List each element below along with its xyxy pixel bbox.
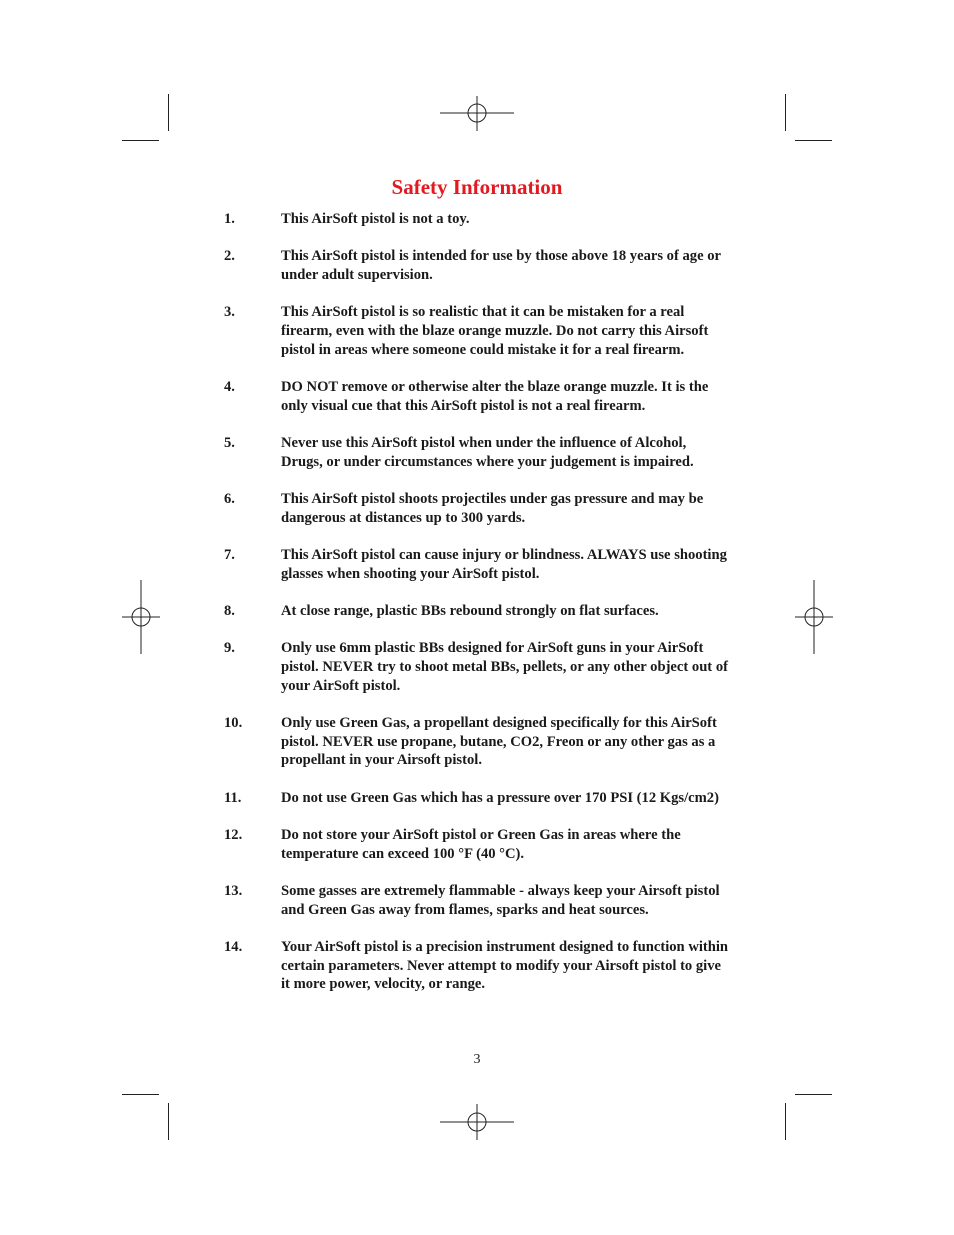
list-item [224,303,734,359]
item-text: Do not use Green Gas which has a pressure over 170 PSI (12 Kgs/cm2) [281,789,719,806]
registration-mark-top [440,96,514,131]
item-text: This AirSoft pistol can cause injury or blindness. ALWAYS use shooting glasses when shooting your AirSoft pistol. [281,546,727,582]
item-number: 2. [224,248,235,265]
list-item [224,490,734,528]
item-text: Your AirSoft pistol is a precision instrument designed to function within certain parameters. Never attempt to modify your Airsoft pistol to give it more power, velocity, or range. [281,938,729,993]
item-text: This AirSoft pistol is intended for use by those above 18 years of age or under adult supervision. [281,248,721,283]
list-item [224,546,734,584]
item-number: 3. [224,304,235,321]
item-text: DO NOT remove or otherwise alter the blaze orange muzzle. It is the only visual cue that this AirSoft pistol is not a real firearm. [281,378,709,414]
safety-list [224,210,734,1013]
item-number: 6. [224,490,235,507]
list-item [224,210,734,229]
item-number: 7. [224,546,235,563]
page-number: 3 [473,1052,481,1067]
item-number: 8. [224,602,235,619]
item-text: This AirSoft pistol shoots projectiles under gas pressure and may be dangerous at distances up to 300 yards. [281,490,704,526]
item-number: 9. [224,640,235,657]
item-number: 12. [224,826,243,843]
list-item [224,639,734,695]
page-title: Safety Information [391,175,563,199]
item-text: At close range, plastic BBs rebound strongly on flat surfaces. [281,602,659,619]
list-item [224,882,734,920]
list-item [224,826,734,864]
item-number: 10. [224,714,243,731]
registration-mark-left [122,580,160,654]
item-number: 4. [224,378,235,395]
list-item [224,938,734,994]
item-number: 14. [224,938,243,955]
item-text: Only use 6mm plastic BBs designed for AirSoft guns in your AirSoft pistol. NEVER try to shoot metal BBs, pellets, or any other object out of your AirSoft pistol. [281,640,728,694]
list-item [224,602,734,621]
item-number: 11. [224,789,242,806]
list-item [224,247,734,285]
list-item [224,714,734,770]
item-number: 13. [224,882,243,899]
item-text: Never use this AirSoft pistol when under the influence of Alcohol, Drugs, or under circumstances where your judgement is impaired. [281,434,694,470]
list-item [224,789,734,808]
item-number: 1. [224,211,235,227]
list-item [224,378,734,416]
list-item [224,434,734,472]
registration-mark-right [795,580,833,654]
item-number: 5. [224,434,235,451]
item-text: Do not store your AirSoft pistol or Green Gas in areas where the temperature can exceed 100 °F (40 °C). [281,826,681,862]
item-text: This AirSoft pistol is not a toy. [281,211,470,227]
registration-mark-bottom [440,1104,514,1140]
item-text: Some gasses are extremely flammable - always keep your Airsoft pistol and Green Gas away from flames, sparks and heat sources. [281,882,720,918]
item-text: Only use Green Gas, a propellant designed specifically for this AirSoft pistol. NEVER use propane, butane, CO2, Freon or any other gas as a propellant in your Airsoft pistol. [281,714,717,769]
item-text: This AirSoft pistol is so realistic that it can be mistaken for a real firearm, even with the blaze orange muzzle. Do not carry this Airsoft pistol in areas where someone could mistake it for a real firearm. [281,304,709,358]
